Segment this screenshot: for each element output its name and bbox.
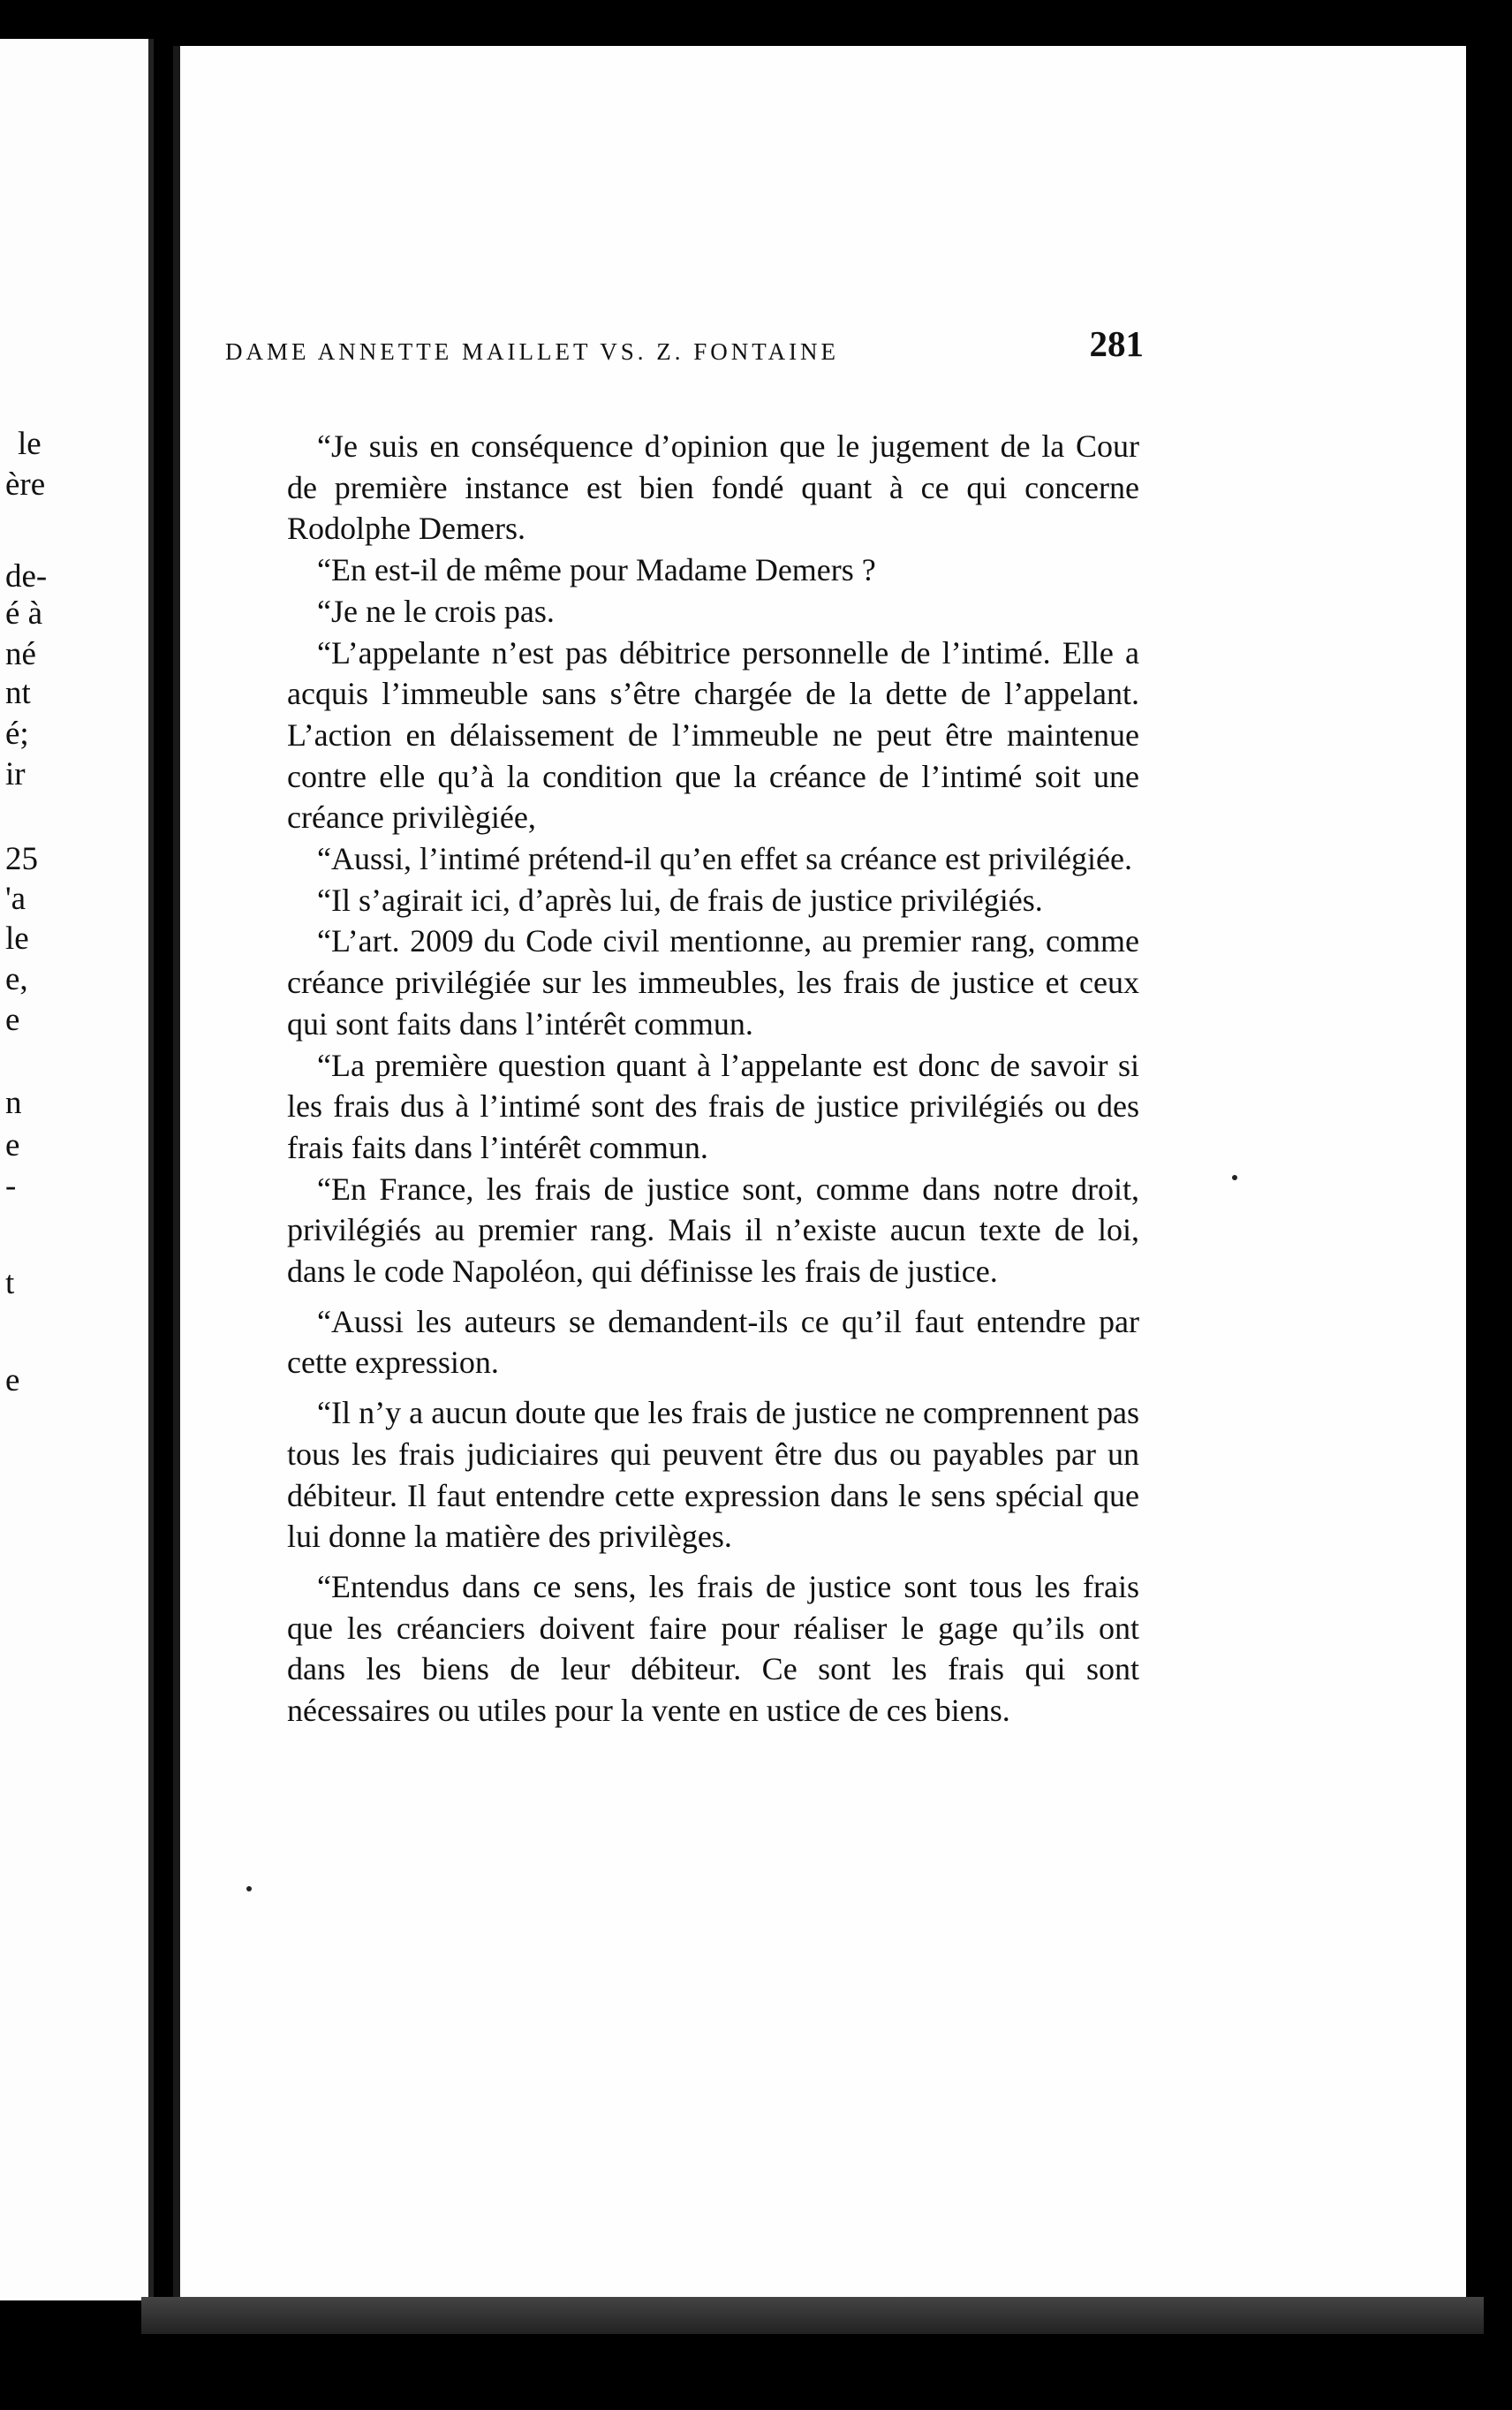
left-page-fragment: -	[5, 1168, 17, 1204]
left-page-fragment: e	[5, 1127, 20, 1163]
left-page-fragment: ère	[5, 466, 46, 503]
left-page-fragment: é;	[5, 716, 29, 752]
paragraph: “La première question quant à l’appelante est donc de savoir si les frais dus à l’intimé sont des frais de justice privilégiés ou des frais faits dans l’intérêt commun.	[287, 1047, 1139, 1165]
paragraph: “Entendus dans ce sens, les frais de justice sont tous les frais que les créanciers doivent faire pour réaliser le gage qu’ils ont dans les biens de leur débiteur. Ce sont les frais qui sont nécessaires ou utiles pour la vente en ustice de ces biens.	[287, 1568, 1139, 1729]
left-page-fragment: t	[5, 1265, 15, 1301]
running-head	[225, 322, 1144, 375]
left-page-fragment: 'a	[5, 881, 26, 917]
paragraph: “Il s’agirait ici, d’après lui, de frais de justice privilégiés.	[317, 882, 1043, 918]
ink-speck	[246, 1886, 252, 1891]
left-page-fragment: né	[5, 636, 36, 672]
left-page-fragment: e,	[5, 961, 28, 997]
ink-speck	[1232, 1175, 1237, 1180]
paragraph: “Je suis en conséquence d’opinion que le jugement de la Cour de première instance est bien fondé quant à ce qui concerne Rodolphe Demers.	[287, 428, 1139, 547]
paragraph: “En est-il de même pour Madame Demers ?	[317, 552, 876, 588]
paragraph: “Je ne le crois pas.	[317, 593, 555, 629]
left-page-fragment: e	[5, 1002, 20, 1038]
paragraph: “L’art. 2009 du Code civil mentionne, au premier rang, comme créance privilégiée sur les immeubles, les frais de justice et ceux qui sont faits dans l’intérêt commun.	[287, 923, 1139, 1042]
left-page-fragment: de-	[5, 558, 48, 595]
body-text	[287, 426, 1139, 1732]
left-page-fragment: ir	[5, 756, 26, 792]
page-stack-edge	[141, 2297, 1484, 2334]
paragraph: “En France, les frais de justice sont, comme dans notre droit, privilégiés au premier rang. Mais il n’existe aucun texte de loi, dans le code Napoléon, qui définisse les frais de justice.	[287, 1171, 1139, 1290]
left-page-fragment: 25	[5, 841, 38, 877]
left-page-fragment: n	[5, 1085, 22, 1121]
page-number: 281	[1089, 323, 1144, 364]
paragraph: “Aussi les auteurs se demandent-ils ce qu’il faut entendre par cette expression.	[287, 1303, 1139, 1381]
paragraph: “Il n’y a aucun doute que les frais de justice ne comprennent pas tous les frais judiciaires qui peuvent être dus ou payables par un débiteur. Il faut entendre cette expression dans le sens spécial que lui donne la matière des privilèges.	[287, 1395, 1139, 1555]
previous-page-edge	[0, 39, 154, 2300]
left-page-fragment: e	[5, 1362, 20, 1398]
left-page-fragment: é à	[5, 595, 43, 632]
paragraph: “Aussi, l’intimé prétend-il qu’en effet sa créance est privilégiée.	[317, 841, 1132, 877]
running-head-title: DAME ANNETTE MAILLET VS. Z. FONTAINE	[225, 338, 840, 365]
left-page-fragment: le	[18, 426, 42, 462]
left-page-fragment: le	[5, 921, 29, 957]
paragraph: “L’appelante n’est pas débitrice personnelle de l’intimé. Elle a acquis l’immeuble sans s’être chargée de la dette de l’appelant. L’action en délaissement de l’immeuble ne peut être maintenue contre elle qu’à la condition que la créance de l’intimé soit une créance privilègiée,	[287, 634, 1139, 836]
left-page-fragment: nt	[5, 675, 31, 711]
